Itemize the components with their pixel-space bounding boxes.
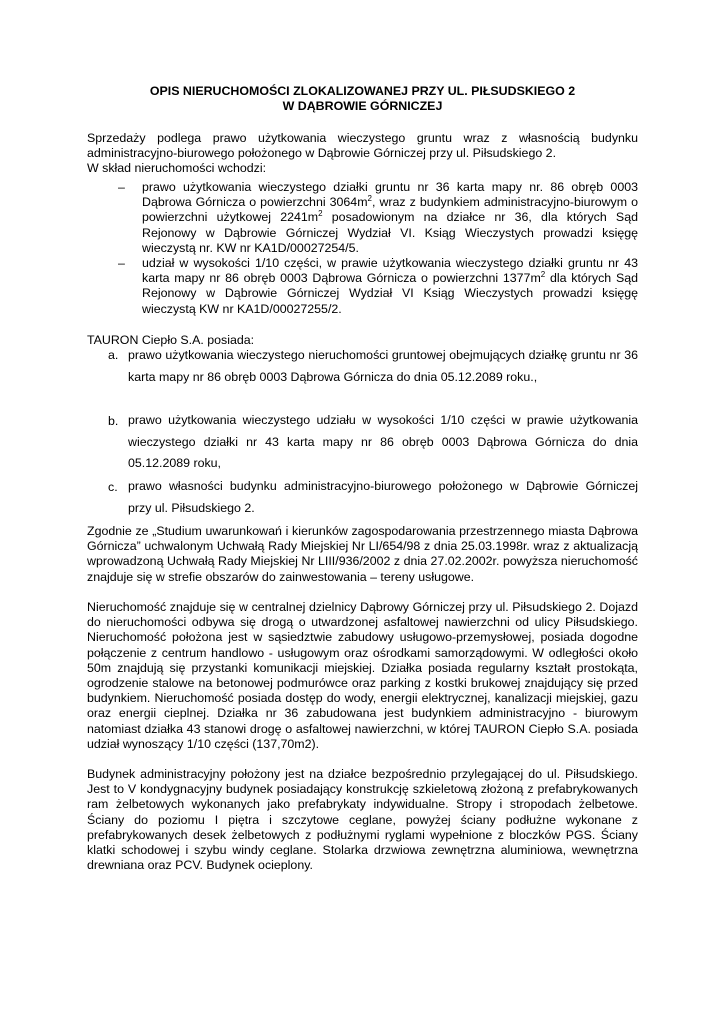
superscript: 2: [318, 209, 323, 219]
location-paragraph: Nieruchomość znajduje się w centralnej dzielnicy Dąbrowy Górniczej przy ul. Piłsudskiego 2. Dojazd do nieruchomości odbywa się drogą o utwardzonej asfaltowej nawierzchni od ulicy Piłsudskiego. Nieruchomość położona jest w sąsiedztwie zabudowy usługowo-przemysłowej, posiada dogodne połączenie z centrum handlowo - usługowym oraz ośrodkami samorządowymi. W odległości około 50m znajdują się przystanki komunikacji miejskiej. Działka posiada regularny kształt prostokąta, ogrodzenie stalowe na betonowej podmurówce oraz parking z kostki brukowej znajdujący się przed budynkiem. Nieruchomość posiada dostęp do wody, energii elektrycznej, kanalizacji miejskiej, gazu oraz energii cieplnej. Działka nr 36 zabudowana jest budynkiem administracyjno - biurowym natomiast działka 43 stanowi drogę o asfaltowej nawierzchni, w której TAURON Ciepło S.A. posiada udział wynoszący 1/10 części (137,70m2).: [87, 600, 638, 751]
list-marker-b: b.: [108, 414, 119, 428]
list-marker-a: a.: [108, 348, 119, 362]
list-marker-c: c.: [108, 480, 118, 494]
list-bullet-dash: –: [118, 180, 125, 194]
tauron-heading: TAURON Ciepło S.A. posiada:: [87, 333, 255, 347]
component-text: dla których Sąd Rejonowy w Dąbrowie Górniczej Wydział VI Ksiąg Wieczystych prowadzi księgę wieczystą KW nr KA1D/00027255/2.: [142, 271, 638, 316]
building-paragraph: Budynek administracyjny położony jest na działce bezpośrednio przylegającej do ul. Piłsudskiego. Jest to V kondygnacyjny budynek posiadający konstrukcję szkieletową złożoną z prefabrykowanych ram żelbetowych wykonanych jako prefabrykaty indywidualne. Stropy i stropodach żelbetowe. Ściany do poziomu I piętra i szczytowe ceglane, powyżej ściany podłużne wykonane z prefabrykowanych desek żelbetowych z podłużnymi ryglami wypełnione z bloczków PGS. Ściany klatki schodowej i szybu windy ceglane. Stolarka drzwiowa zewnętrzna aluminiowa, wewnętrzna drewniana oraz PCV. Budynek ocieplony.: [87, 767, 638, 873]
intro-sale-paragraph: Sprzedaży podlega prawo użytkowania wieczystego gruntu wraz z własnością budynku administracyjno-biurowego położonego w Dąbrowie Górniczej przy ul. Piłsudskiego 2.: [87, 131, 638, 161]
tauron-item-b: prawo użytkowania wieczystego udziału w wysokości 1/10 części w prawie użytkowania wieczystego działki nr 43 karta mapy nr 86 obręb 0003 Dąbrowa Górnicza do dnia 05.12.2089 roku,: [128, 413, 638, 470]
tauron-item-a: prawo użytkowania wieczystego nieruchomości gruntowej obejmujących działkę gruntu nr 36 karta mapy nr 86 obręb 0003 Dąbrowa Górnicza do dnia 05.12.2089 roku.,: [128, 348, 638, 384]
component-text: prawo użytkowania wieczystego działki gruntu nr 36 karta mapy nr. 86 obręb 0003 Dąbrowa Górnicza o powierzchni 3064m: [142, 180, 638, 210]
zoning-paragraph: Zgodnie ze „Studium uwarunkowań i kierunków zagospodarowania przestrzennego miasta Dąbrowa Górnicza” uchwalonym Uchwałą Rady Miejskiej Nr LI/654/98 z dnia 25.03.1998r. wraz z aktualizacją wprowadzoną Uchwałą Rady Miejskiej Nr LIII/936/2002 z dnia 27.02.2002r. powyższa nieruchomość znajduje się w strefie obszarów do zainwestowania – tereny usługowe.: [87, 524, 638, 584]
component-plot-36: [142, 180, 638, 256]
superscript: 2: [540, 270, 546, 280]
document-title-line-1: OPIS NIERUCHOMOŚCI ZLOKALIZOWANEJ PRZY UL. PIŁSUDSKIEGO 2: [149, 84, 576, 98]
intro-composition-line: W skład nieruchomości wchodzi:: [87, 161, 267, 175]
component-text: , wraz z budynkiem administracyjno-biurowym o powierzchni użytkowej 2241m: [142, 195, 638, 225]
document-title-line-2: W DĄBROWIE GÓRNICZEJ: [282, 99, 443, 113]
component-text: udział w wysokości 1/10 części, w prawie użytkowania wieczystego działki gruntu nr 43 karta mapy nr 86 obręb 0003 Dąbrowa Górnicza o powierzchni 1377m: [142, 256, 638, 286]
tauron-item-c: prawo własności budynku administracyjno-biurowego położonego w Dąbrowie Górniczej przy ul. Piłsudskiego 2.: [128, 479, 638, 515]
superscript: 2: [367, 194, 372, 204]
component-plot-43-share: [142, 256, 638, 317]
component-text: posadowionym na działce nr 36, dla których Sąd Rejonowy w Dąbrowie Górniczej Wydział VI. Ksiąg Wieczystych prowadzi księgę wieczystą nr. KW nr KA1D/00027254/5.: [142, 210, 638, 255]
list-bullet-dash: –: [118, 256, 125, 270]
